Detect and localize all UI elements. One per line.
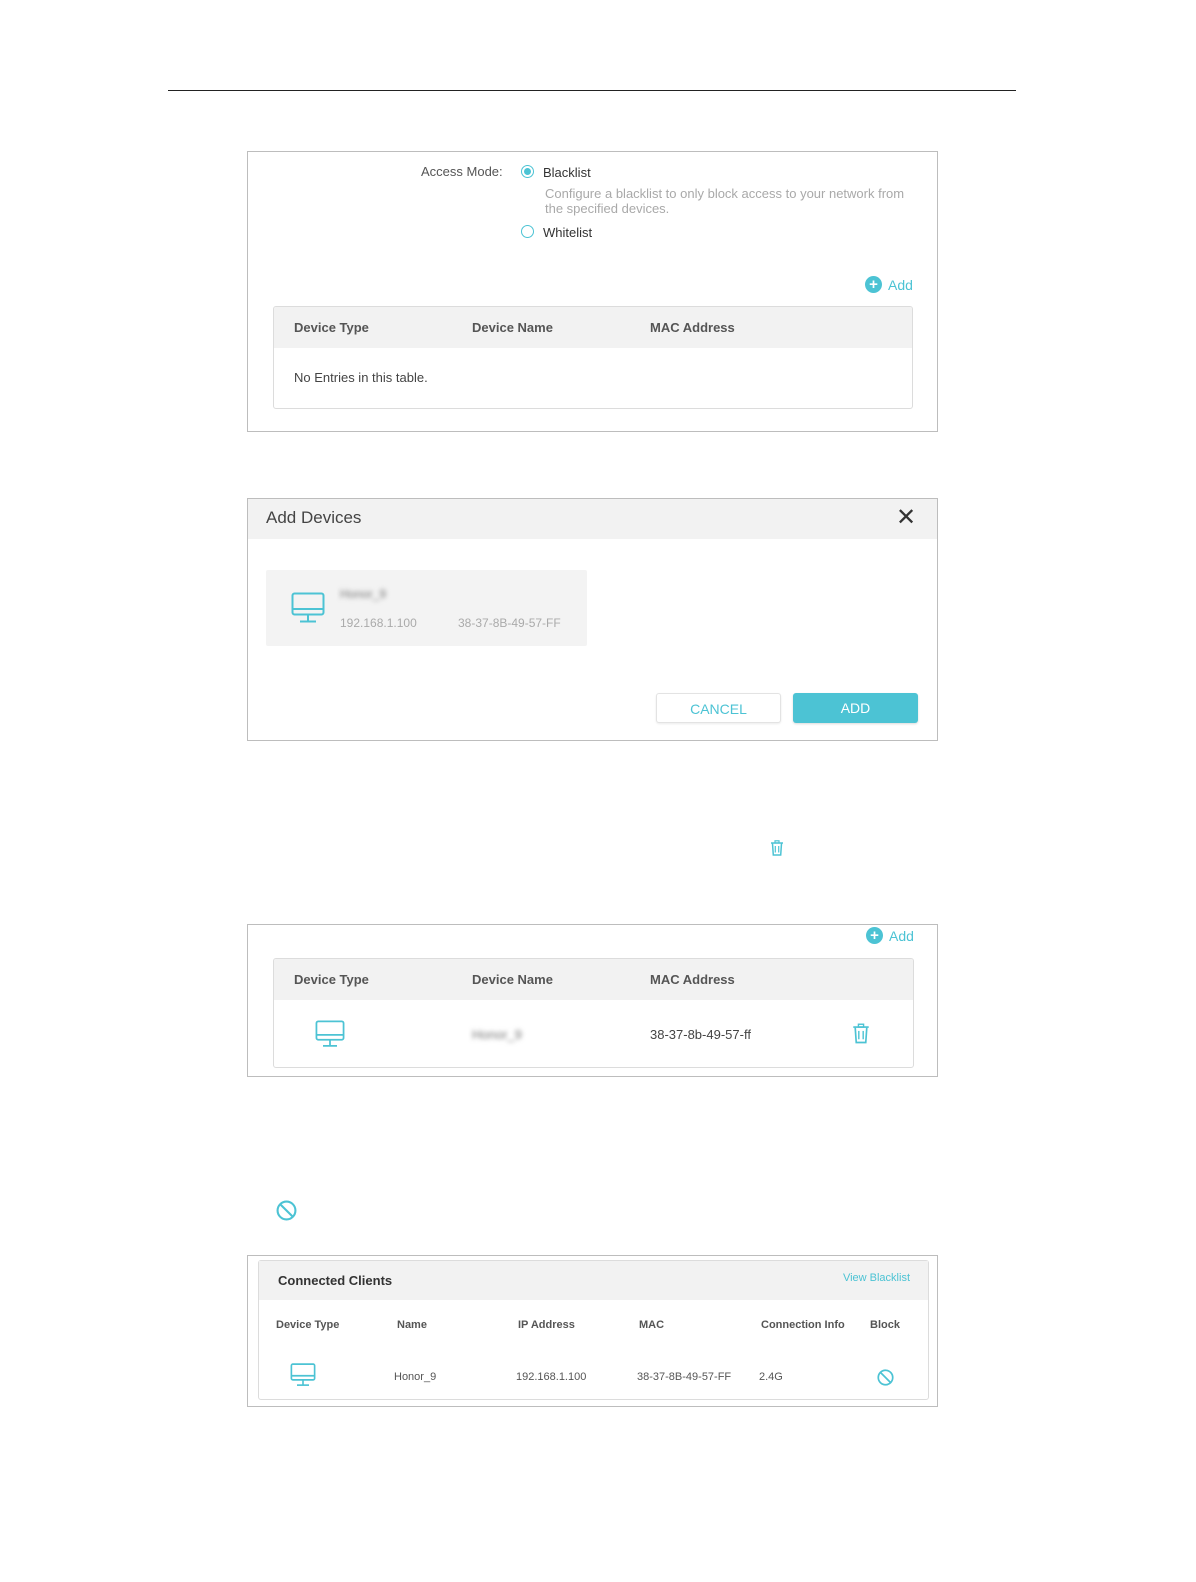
connected-clients-panel xyxy=(247,1255,938,1407)
col-device-name: Device Name xyxy=(472,320,553,335)
add-device-button[interactable] xyxy=(866,927,914,944)
col-mac: MAC xyxy=(639,1319,665,1331)
col-mac-address: MAC Address xyxy=(650,972,735,987)
cancel-button[interactable]: CANCEL xyxy=(656,693,781,723)
device-name: Honor_9 xyxy=(472,1027,522,1042)
add-device-button[interactable] xyxy=(865,276,913,293)
col-device-name: Device Name xyxy=(472,972,553,987)
client-name: Honor_9 xyxy=(394,1371,437,1383)
monitor-icon xyxy=(290,1363,316,1387)
col-block: Block xyxy=(870,1319,900,1331)
col-mac-address: MAC Address xyxy=(650,320,735,335)
access-control-panel xyxy=(247,151,938,432)
page-top-rule xyxy=(168,90,1016,91)
device-list-panel xyxy=(247,924,938,1077)
col-name: Name xyxy=(397,1319,427,1331)
device-mac: 38-37-8b-49-57-ff xyxy=(650,1027,751,1042)
client-mac: 38-37-8B-49-57-FF xyxy=(637,1371,732,1383)
access-mode-label: Access Mode: xyxy=(421,164,503,179)
trash-icon[interactable] xyxy=(852,1023,870,1044)
connected-clients-title: Connected Clients xyxy=(278,1273,393,1288)
client-connection: 2.4G xyxy=(759,1371,783,1383)
add-label: Add xyxy=(889,927,914,944)
device-table xyxy=(273,306,913,409)
col-device-type: Device Type xyxy=(276,1319,340,1331)
add-button[interactable]: ADD xyxy=(793,693,918,723)
table-row xyxy=(274,1000,913,1068)
device-mac: 38-37-8B-49-57-FF xyxy=(458,616,561,630)
monitor-icon xyxy=(291,592,325,624)
blacklist-radio[interactable] xyxy=(521,165,534,178)
col-connection-info: Connection Info xyxy=(761,1319,845,1331)
client-ip: 192.168.1.100 xyxy=(516,1371,587,1383)
dialog-header xyxy=(248,499,937,539)
device-table xyxy=(273,958,914,1068)
plus-circle-icon: + xyxy=(866,927,883,944)
device-name: Honor_9 xyxy=(340,587,387,601)
add-devices-dialog xyxy=(247,498,938,741)
empty-table-text: No Entries in this table. xyxy=(294,370,428,385)
col-device-type: Device Type xyxy=(294,972,369,987)
col-ip-address: IP Address xyxy=(518,1319,575,1331)
blacklist-description: Configure a blacklist to only block access to your network from the specified devices. xyxy=(545,186,905,216)
col-device-type: Device Type xyxy=(294,320,369,335)
trash-icon xyxy=(770,840,784,856)
blacklist-label[interactable]: Blacklist xyxy=(543,165,591,180)
block-icon xyxy=(276,1200,297,1221)
add-label: Add xyxy=(888,276,913,293)
device-table-header xyxy=(274,307,912,348)
connected-clients-header xyxy=(259,1261,928,1300)
device-card[interactable] xyxy=(266,570,587,646)
device-ip: 192.168.1.100 xyxy=(340,616,417,630)
dialog-title: Add Devices xyxy=(266,508,362,527)
device-table-header xyxy=(274,959,913,1000)
whitelist-label[interactable]: Whitelist xyxy=(543,225,593,240)
whitelist-radio[interactable] xyxy=(521,225,534,238)
monitor-icon xyxy=(314,1020,346,1048)
close-icon[interactable]: ✕ xyxy=(896,504,917,531)
block-icon[interactable] xyxy=(877,1369,894,1386)
connected-clients-table xyxy=(258,1260,929,1400)
plus-circle-icon: + xyxy=(865,276,882,293)
view-blacklist-link[interactable]: View Blacklist xyxy=(842,1272,910,1284)
